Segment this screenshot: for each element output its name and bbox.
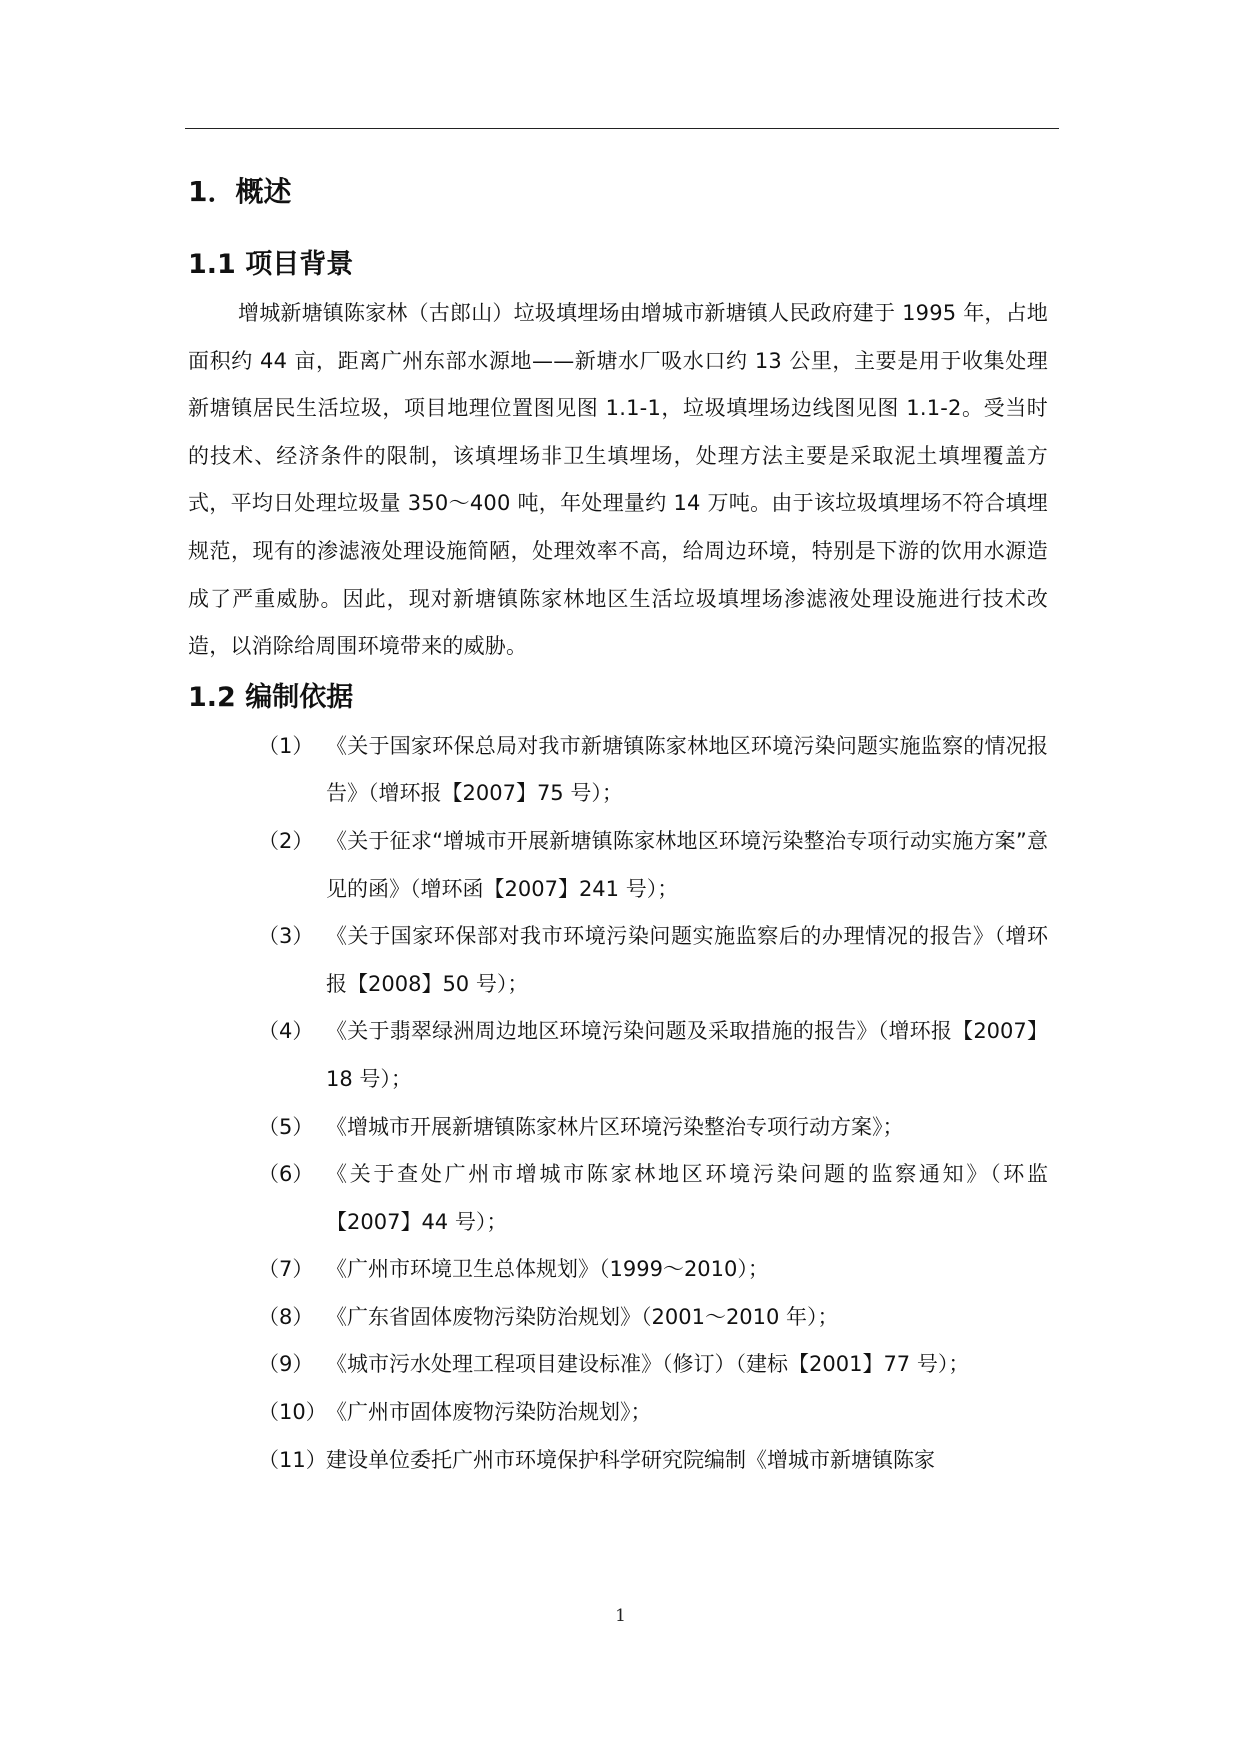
reference-item <box>188 818 1048 913</box>
header-rule <box>185 128 1059 129</box>
subsection-title-background: 1.1 项目背景 <box>188 249 354 280</box>
reference-text: 《广州市环境卫生总体规划》（1999～2010）； <box>326 1257 769 1282</box>
reference-item <box>188 913 1048 1008</box>
reference-text: 《关于翡翠绿洲周边地区环境污染问题及采取措施的报告》（增环报【2007】18 号）； <box>326 1019 1048 1091</box>
reference-number: （8） <box>258 1304 314 1329</box>
reference-number: （6） <box>258 1162 314 1187</box>
reference-number: （4） <box>258 1019 314 1044</box>
reference-text: 《城市污水处理工程项目建设标准》（修订）（建标【2001】77 号）； <box>326 1352 970 1377</box>
reference-item <box>188 1437 1048 1485</box>
document-body <box>188 158 1048 1484</box>
reference-text: 《广州市固体废物污染防治规划》； <box>326 1400 652 1425</box>
subsection-title-basis: 1.2 编制依据 <box>188 681 354 713</box>
reference-item <box>188 723 1048 818</box>
reference-item <box>188 1008 1048 1103</box>
reference-item <box>188 1389 1048 1437</box>
reference-text: 《关于国家环保总局对我市新塘镇陈家林地区环境污染问题实施监察的情况报告》（增环报【2007】75 号）； <box>326 733 1048 806</box>
reference-number: （10） <box>258 1400 327 1425</box>
reference-number: （7） <box>258 1257 314 1282</box>
reference-item <box>188 1294 1048 1342</box>
reference-number: （2） <box>258 828 314 853</box>
reference-text: 《关于查处广州市增城市陈家林地区环境污染问题的监察通知》（环监【2007】44 号）； <box>326 1162 1048 1234</box>
reference-text: 建设单位委托广州市环境保护科学研究院编制《增城市新塘镇陈家 <box>326 1447 935 1472</box>
reference-text: 《关于国家环保部对我市环境污染问题实施监察后的办理情况的报告》（增环报【2008】50 号）； <box>326 924 1048 996</box>
reference-text: 《增城市开展新塘镇陈家林片区环境污染整治专项行动方案》； <box>326 1114 904 1139</box>
reference-item <box>188 1246 1048 1294</box>
reference-text: 《关于征求“增城市开展新塘镇陈家林地区环境污染整治专项行动实施方案”意见的函》（增环函【2007】241 号）； <box>326 828 1048 901</box>
reference-item <box>188 1151 1048 1246</box>
reference-item <box>188 1104 1048 1152</box>
reference-item <box>188 1341 1048 1389</box>
background-paragraph: 增城新塘镇陈家林（古郎山）垃圾填埋场由增城市新塘镇人民政府建于 1995 年，占地面积约 44 亩，距离广州东部水源地——新塘水厂吸水口约 13 公里，主要是用于收集处理新塘镇居民生活垃圾，项目地理位置图见图 1.1-1，垃圾填埋场边线图见图 1.1-2。受当时的技术、经济条件的限制，该填埋场非卫生填埋场，处理方法主要是采取泥土填埋覆盖方式，平均日处理垃圾量 350～400 吨，年处理量约 14 万吨。由于该垃圾填埋场不符合填埋规范，现有的渗滤液处理设施简陋，处理效率不高，给周边环境，特别是下游的饮用水源造成了严重威胁。因此，现对新塘镇陈家林地区生活垃圾填埋场渗滤液处理设施进行技术改造，以消除给周围环境带来的威胁。 <box>188 301 1048 659</box>
reference-number: （9） <box>258 1352 314 1377</box>
page-number: 1 <box>615 1606 626 1626</box>
reference-number: （11） <box>258 1447 327 1472</box>
reference-number: （3） <box>258 924 314 949</box>
reference-text: 《广东省固体废物污染防治规划》（2001～2010 年）； <box>326 1304 839 1329</box>
reference-number: （1） <box>258 733 314 758</box>
reference-number: （5） <box>258 1114 314 1139</box>
reference-list <box>188 723 1048 1485</box>
section-title: 1．概述 <box>188 175 292 208</box>
